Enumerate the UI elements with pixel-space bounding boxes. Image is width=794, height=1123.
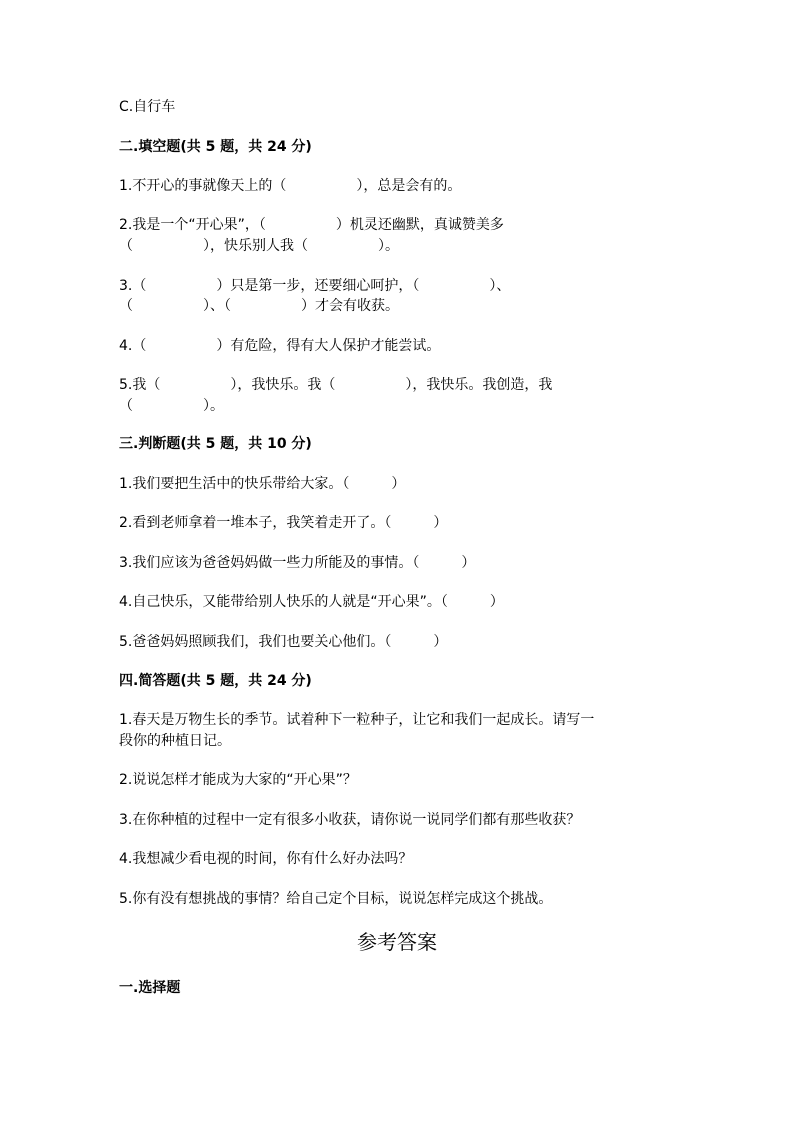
question-text: 1.我们要把生活中的快乐带给大家。（ ） bbox=[119, 476, 406, 492]
question-text: 5.你有没有想挑战的事情？给自己定个目标，说说怎样完成这个挑战。 bbox=[119, 891, 553, 907]
question-text: 1.不开心的事就像天上的（ ），总是会有的。 bbox=[119, 178, 462, 194]
section-heading-fill-blank: 二.填空题(共 5 题，共 24 分) bbox=[119, 139, 312, 155]
answer-key-title: 参考答案 bbox=[357, 930, 437, 954]
question-text: 4.（ ）有危险，得有大人保护才能尝试。 bbox=[119, 338, 441, 354]
question-text-continued: （ ），快乐别人我（ ）。 bbox=[119, 238, 399, 254]
option-c: C.自行车 bbox=[119, 99, 176, 115]
question-text: 2.看到老师拿着一堆本子，我笑着走开了。（ ） bbox=[119, 515, 448, 531]
question-text-continued: 段你的种植日记。 bbox=[119, 733, 231, 749]
question-text: 5.爸爸妈妈照顾我们，我们也要关心他们。（ ） bbox=[119, 634, 448, 650]
question-text: 2.说说怎样才能成为大家的“开心果”？ bbox=[119, 772, 357, 788]
section-heading-short-answer: 四.简答题(共 5 题，共 24 分) bbox=[119, 673, 312, 689]
section-heading-true-false: 三.判断题(共 5 题，共 10 分) bbox=[119, 436, 312, 452]
question-text: 5.我（ ），我快乐。我（ ），我快乐。我创造，我 bbox=[119, 377, 553, 393]
question-text: 3.我们应该为爸爸妈妈做一些力所能及的事情。（ ） bbox=[119, 555, 476, 571]
question-text: 3.在你种植的过程中一定有很多小收获，请你说一说同学们都有那些收获？ bbox=[119, 812, 581, 828]
question-text: 1.春天是万物生长的季节。试着种下一粒种子，让它和我们一起成长。请写一 bbox=[119, 712, 595, 728]
question-text: 3.（ ）只是第一步，还要细心呵护，（ ）、 bbox=[119, 278, 511, 294]
question-text-continued: （ ）。 bbox=[119, 398, 224, 414]
question-text: 4.我想减少看电视的时间，你有什么好办法吗？ bbox=[119, 851, 413, 867]
question-text-continued: （ ）、（ ）才会有收获。 bbox=[119, 298, 399, 314]
question-text: 2.我是一个“开心果”，（ ）机灵还幽默，真诚赞美多 bbox=[119, 217, 504, 233]
question-text: 4.自己快乐，又能带给别人快乐的人就是“开心果”。（ ） bbox=[119, 594, 504, 610]
section-heading-multiple-choice: 一.选择题 bbox=[119, 980, 181, 996]
